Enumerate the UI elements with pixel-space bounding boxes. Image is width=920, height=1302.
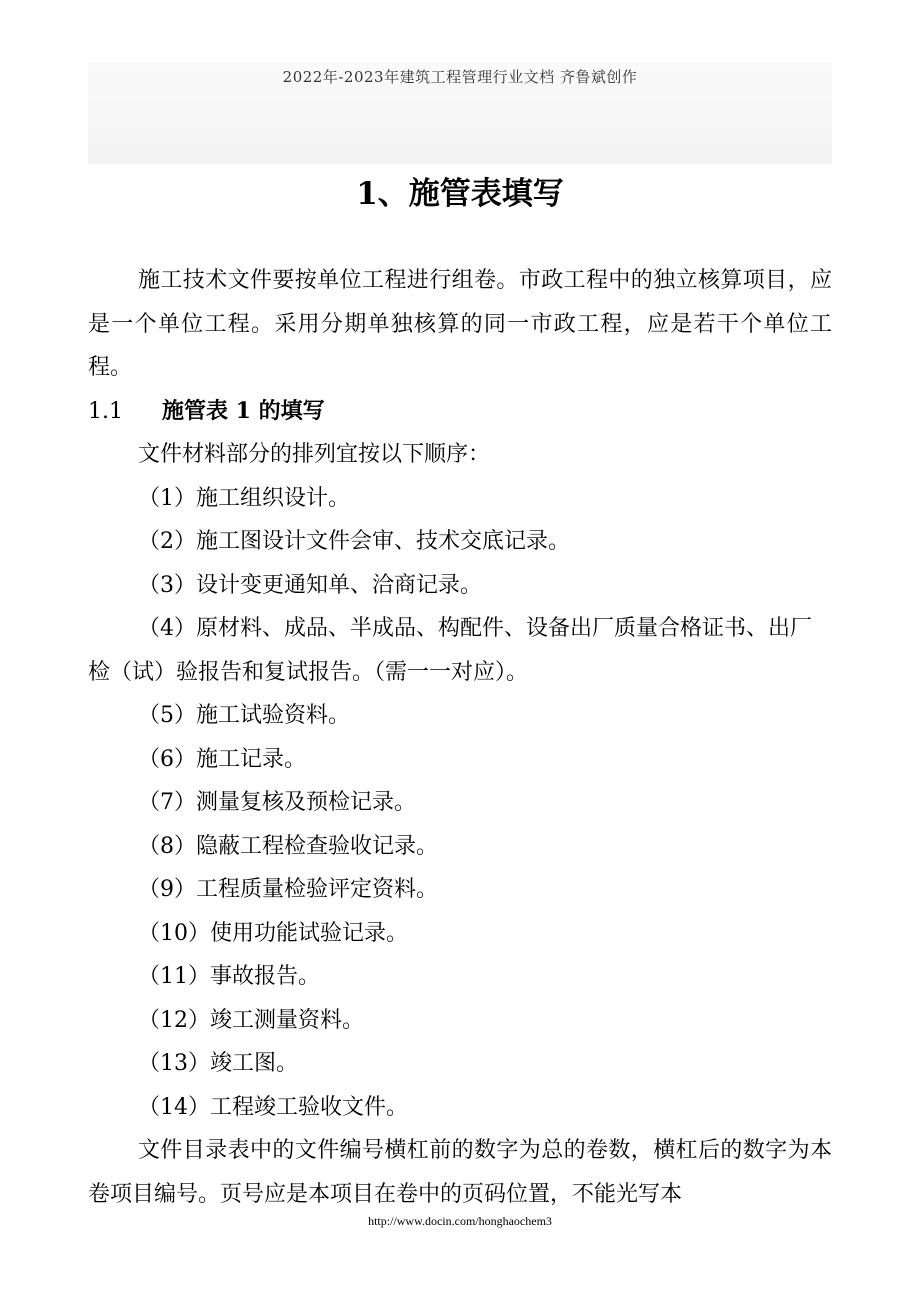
list-item: （13）竣工图。 <box>138 1051 298 1076</box>
list-item: （3）设计变更通知单、洽商记录。 <box>138 572 482 598</box>
list-item: （10）使用功能试验记录。 <box>138 920 408 946</box>
section-title: 施管表 1 的填写 <box>162 397 325 424</box>
list-item: （8）隐蔽工程检查验收记录。 <box>138 833 438 859</box>
intro-paragraph: 施工技术文件要按单位工程进行组卷。市政工程中的独立核算项目，应是一个单位工程。采用分期单独核算的同一市政工程，应是若干个单位工程。 <box>88 268 832 380</box>
section-heading <box>88 390 832 434</box>
footer-url-link[interactable]: http://www.docin.com/honghaochem3 <box>368 1214 552 1228</box>
list-item: （2）施工图设计文件会审、技术交底记录。 <box>138 529 570 554</box>
list-item: （12）竣工测量资料。 <box>138 1007 364 1033</box>
list-item: （7）测量复核及预检记录。 <box>138 790 416 815</box>
list-item: （11）事故报告。 <box>138 964 320 989</box>
page-header: 2022年-2023年建筑工程管理行业文档 齐鲁斌创作 <box>282 68 638 86</box>
list-item: （1）施工组织设计。 <box>138 485 350 511</box>
order-intro: 文件材料部分的排列宜按以下顺序： <box>138 442 491 467</box>
list-item: （9）工程质量检验评定资料。 <box>138 877 438 902</box>
list-item: （14）工程竣工验收文件。 <box>138 1094 408 1120</box>
closing-paragraph: 文件目录表中的文件编号横杠前的数字为总的卷数，横杠后的数字为本卷项目编号。页号应是本项目在卷中的页码位置，不能光写本 <box>88 1138 832 1207</box>
document-body <box>88 259 832 1216</box>
section-number: 1.1 <box>88 398 123 424</box>
list-item: （4）原材料、成品、半成品、构配件、设备出厂质量合格证书、出厂检（试）验报告和复试报告。（需一一对应）。 <box>88 616 812 685</box>
page-title: 1、施管表填写 <box>356 176 564 212</box>
list-item: （6）施工记录。 <box>138 746 306 772</box>
list-item: （5）施工试验资料。 <box>138 703 350 728</box>
